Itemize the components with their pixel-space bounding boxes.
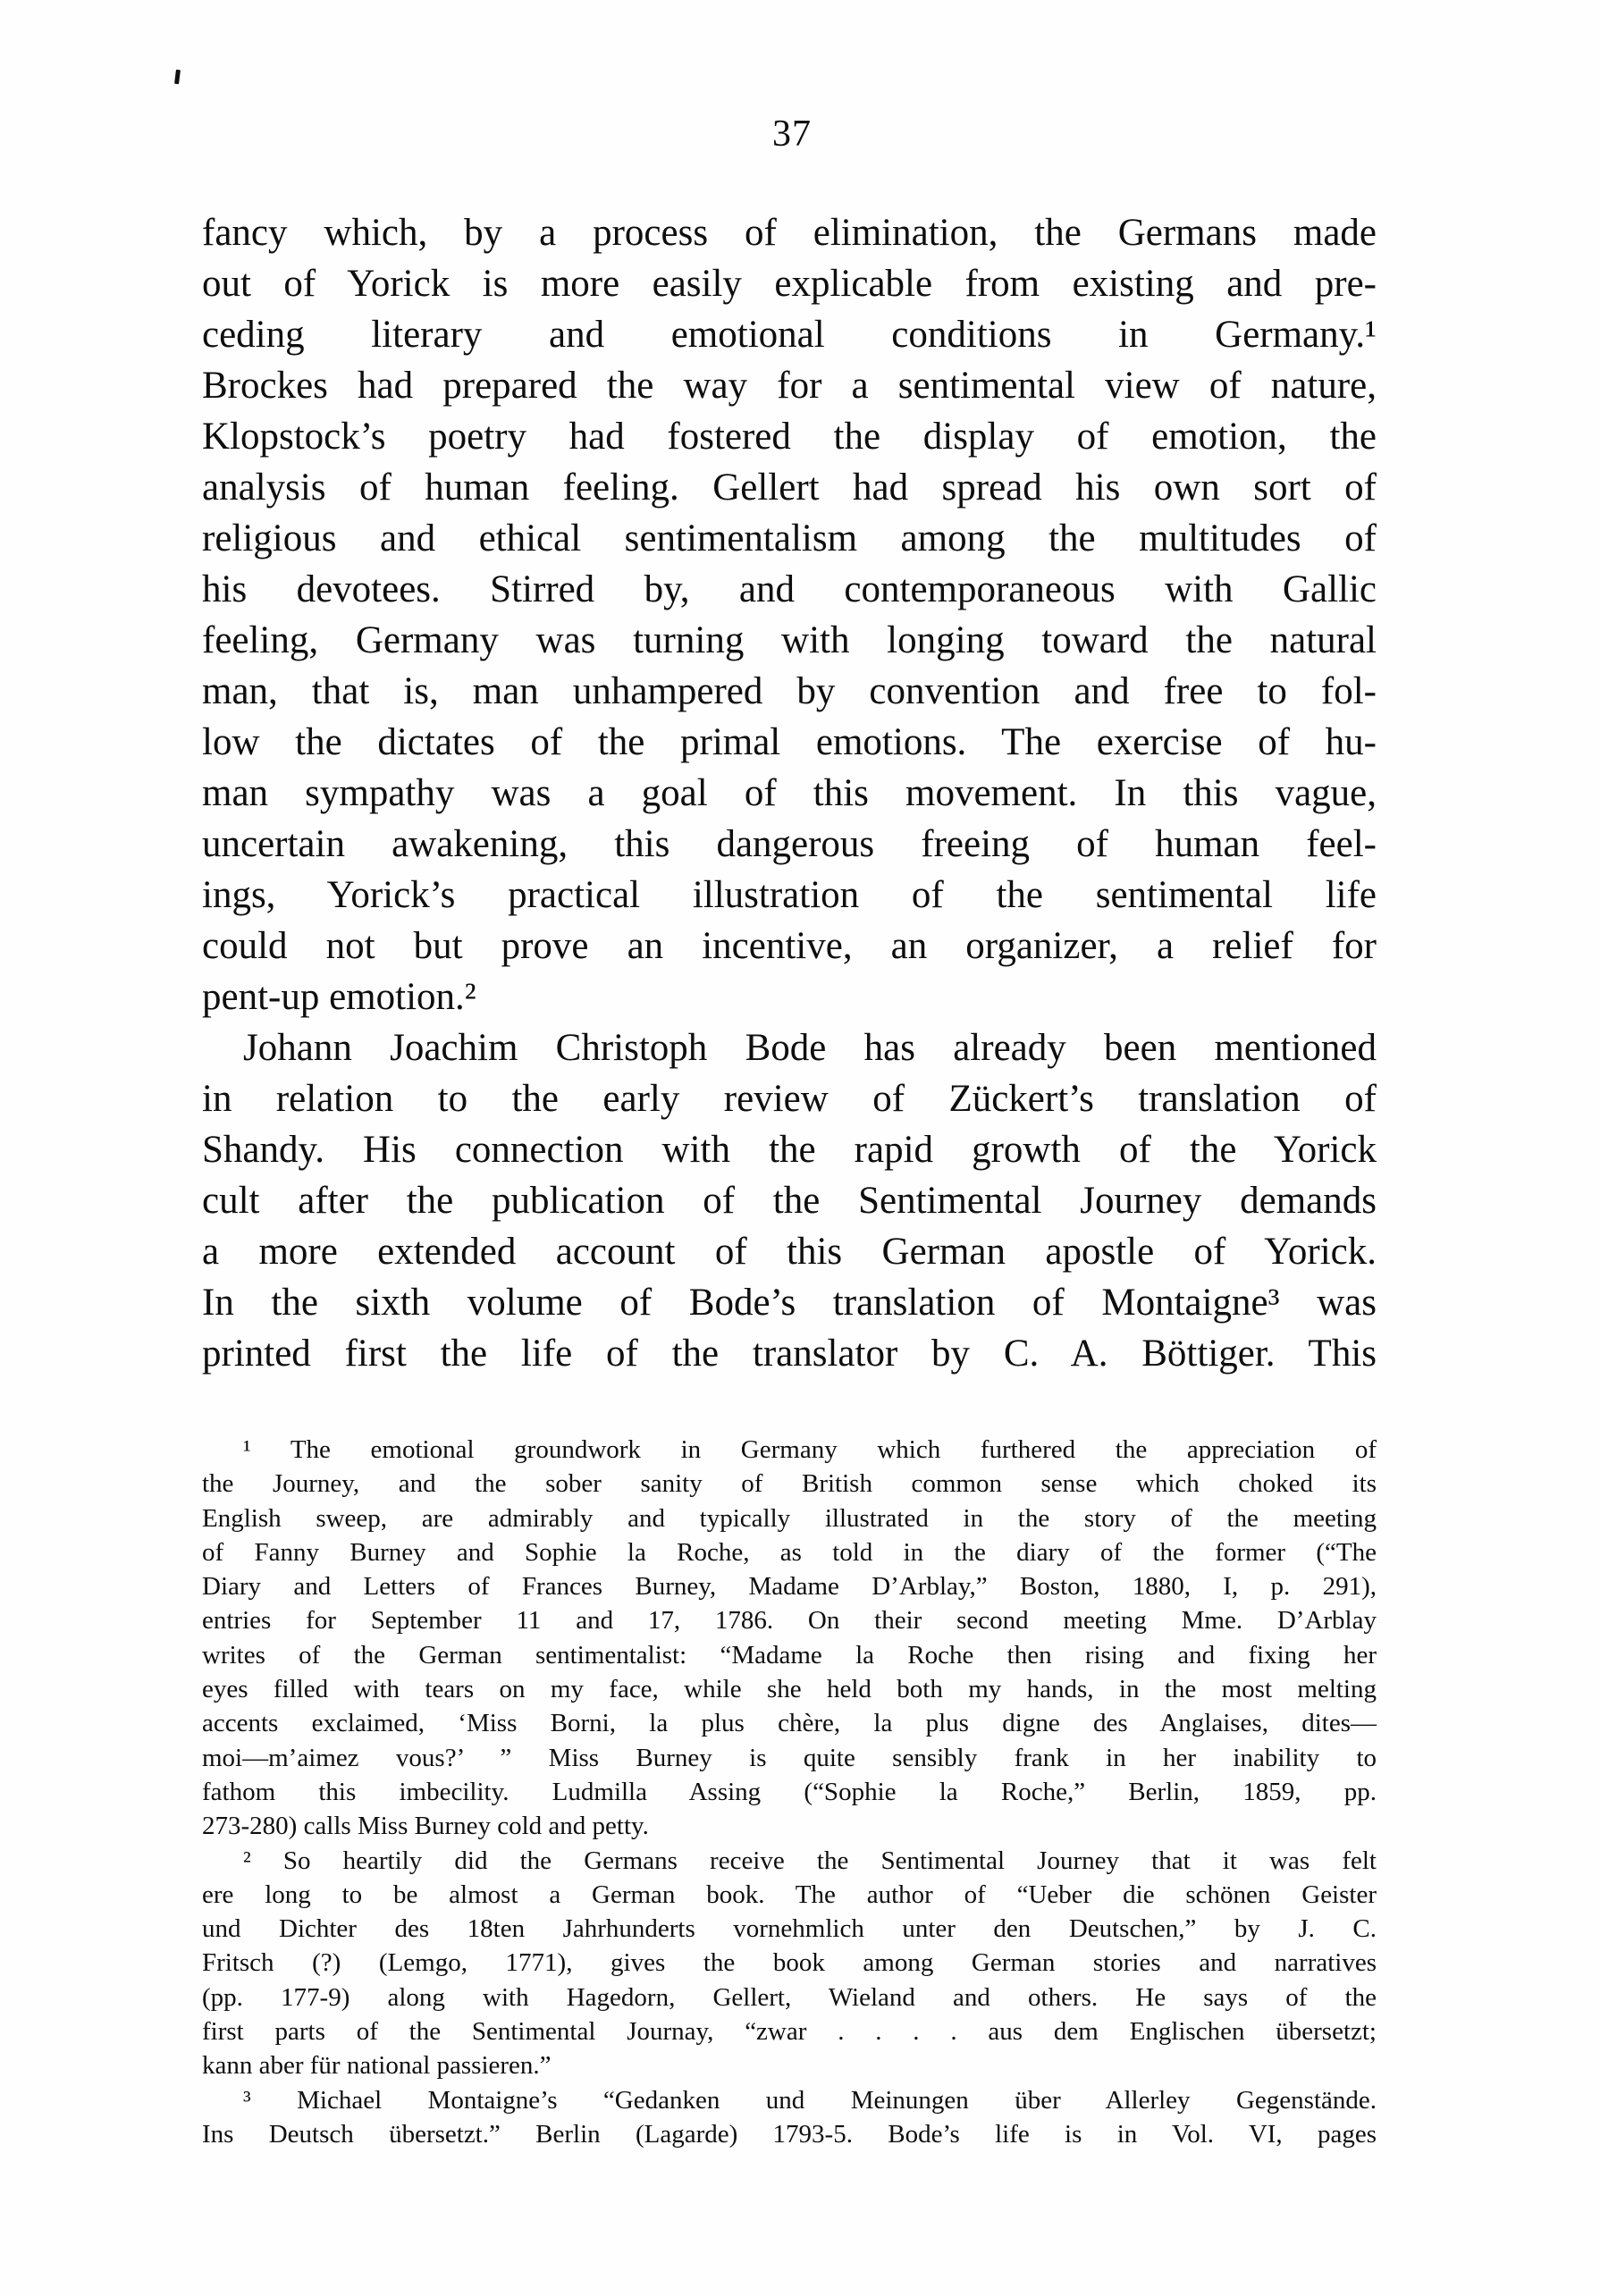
footnote-line: of Fanny Burney and Sophie la Roche, as told in the diary of the former (“The (202, 1537, 1377, 1567)
text-line: man, that is, man unhampered by convention and free to fol- (202, 670, 1377, 712)
footnote-line: ¹ The emotional groundwork in Germany which furthered the appreciation of (243, 1435, 1377, 1464)
footnote-line: ere long to be almost a German book. The author of “Ueber die schönen Geister (202, 1880, 1377, 1909)
main-text (202, 207, 1377, 1379)
text-line: uncertain awakening, this dangerous freeing of human feel- (202, 823, 1377, 865)
text-line: cult after the publication of the Sentimental Journey demands (202, 1180, 1377, 1222)
text-line: Johann Joachim Christoph Bode has already been mentioned (243, 1027, 1377, 1069)
text-line: In the sixth volume of Bode’s translation of Montaigne³ was (202, 1282, 1377, 1324)
footnote-line: ² So heartily did the Germans receive the Sentimental Journey that it was felt (243, 1846, 1377, 1875)
text-line: fancy which, by a process of elimination, the Germans made (202, 212, 1377, 254)
footnote-line: moi—m’aimez vous?’ ” Miss Burney is quite sensibly frank in her inability to (202, 1743, 1377, 1772)
page-number: 37 (772, 114, 812, 155)
text-line: printed first the life of the translator by C. A. Böttiger. This (202, 1333, 1377, 1375)
paragraph (202, 1022, 1377, 1379)
footnote-1 (202, 1433, 1377, 1844)
text-line: ceding literary and emotional conditions in Germany.¹ (202, 314, 1377, 356)
footnote-line: writes of the German sentimentalist: “Madame la Roche then rising and fixing her (202, 1640, 1377, 1669)
text-line: religious and ethical sentimentalism among the multitudes of (202, 517, 1377, 559)
footnote-line: Ins Deutsch übersetzt.” Berlin (Lagarde) 1793-5. Bode’s life is in Vol. VI, pages (202, 2119, 1377, 2149)
text-line: Shandy. His connection with the rapid growth of the Yorick (202, 1129, 1377, 1171)
footnote-line: entries for September 11 and 17, 1786. On their second meeting Mme. D’Arblay (202, 1606, 1377, 1636)
text-line: man sympathy was a goal of this movement. In this vague, (202, 772, 1377, 814)
text-line: Brockes had prepared the way for a sentimental view of nature, (202, 365, 1377, 407)
footnote-line: und Dichter des 18ten Jahrhunderts vornehmlich unter den Deutschen,” by J. C. (202, 1914, 1377, 1944)
footnote-line: first parts of the Sentimental Journay, “zwar . . . . aus dem Englischen übersetzt; (202, 2017, 1377, 2047)
footnote-line: Fritsch (?) (Lemgo, 1771), gives the book among German stories and narratives (202, 1948, 1377, 1978)
stray-mark (174, 70, 181, 84)
footnote-line: the Journey, and the sober sanity of British common sense which choked its (202, 1469, 1377, 1499)
text-line: a more extended account of this German apostle of Yorick. (202, 1231, 1377, 1273)
footnote-line: eyes filled with tears on my face, while she held both my hands, in the most melting (202, 1675, 1377, 1704)
footnote-3 (202, 2083, 1377, 2152)
footnote-line: English sweep, are admirably and typically illustrated in the story of the meeting (202, 1503, 1377, 1533)
text-line: Klopstock’s poetry had fostered the display of emotion, the (202, 416, 1377, 458)
text-line: analysis of human feeling. Gellert had spread his own sort of (202, 467, 1377, 509)
footnote-section (202, 1433, 1377, 2151)
footnote-line: Diary and Letters of Frances Burney, Madame D’Arblay,” Boston, 1880, I, p. 291), (202, 1572, 1377, 1602)
text-line: pent-up emotion.² (202, 976, 476, 1018)
footnote-line: (pp. 177-9) along with Hagedorn, Gellert, Wieland and others. He says of the (202, 1982, 1377, 2012)
text-line: out of Yorick is more easily explicable from existing and pre- (202, 263, 1377, 305)
text-line: low the dictates of the primal emotions. The exercise of hu- (202, 721, 1377, 763)
footnote-line: accents exclaimed, ‘Miss Borni, la plus chère, la plus digne des Anglaises, dites— (202, 1709, 1377, 1738)
text-line: could not but prove an incentive, an organizer, a relief for (202, 925, 1377, 967)
footnote-line: 273-280) calls Miss Burney cold and petty. (202, 1812, 649, 1841)
text-line: his devotees. Stirred by, and contemporaneous with Gallic (202, 568, 1377, 610)
footnote-2 (202, 1844, 1377, 2083)
text-line: feeling, Germany was turning with longing toward the natural (202, 619, 1377, 661)
paragraph (202, 207, 1377, 1022)
footnote-line: fathom this imbecility. Ludmilla Assing (“Sophie la Roche,” Berlin, 1859, pp. (202, 1777, 1377, 1806)
footnote-line: ³ Michael Montaigne’s “Gedanken und Meinungen über Allerley Gegenstände. (243, 2085, 1377, 2115)
text-line: in relation to the early review of Zückert’s translation of (202, 1078, 1377, 1120)
footnote-line: kann aber für national passieren.” (202, 2051, 552, 2081)
text-line: ings, Yorick’s practical illustration of the sentimental life (202, 874, 1377, 916)
